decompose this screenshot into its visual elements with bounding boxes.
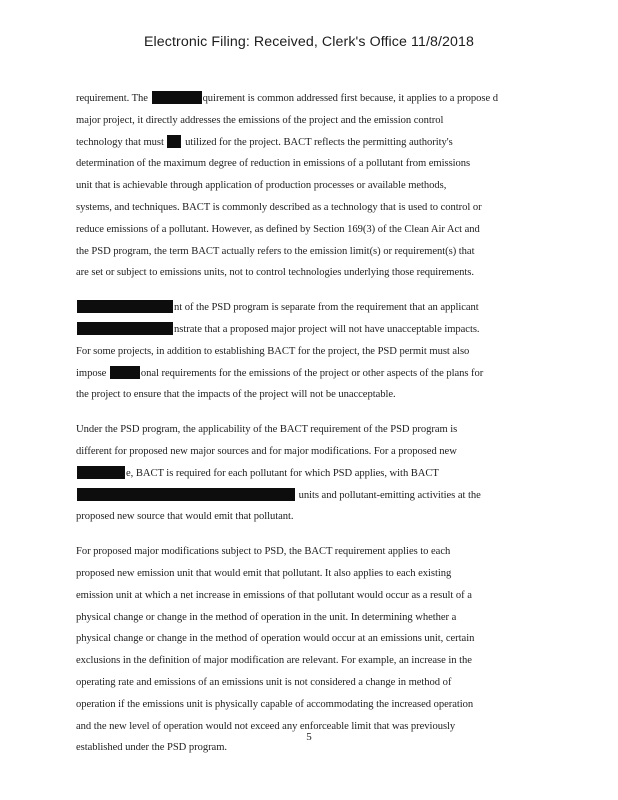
text-line: For proposed major modifications subject to PSD, the BACT requirement applies to each: [76, 546, 451, 558]
text-line: major project, it directly addresses the emissions of the project and the emission control: [76, 114, 444, 126]
redaction-block: [167, 135, 181, 148]
redaction-block: [110, 366, 140, 379]
text-line: proposed new source that would emit that pollutant.: [76, 511, 294, 523]
text-line: physical change or change in the method of operation would occur at an emissions unit, certain: [76, 633, 475, 645]
text-line: exclusions in the definition of major modification are relevant. For example, an increase in the: [76, 655, 472, 667]
redaction-block: [77, 322, 173, 335]
text-line: and the new level of operation would not exceed any enforceable limit that was previously: [76, 720, 456, 732]
text-line: determination of the maximum degree of reduction in emissions of a pollutant from emissions: [76, 158, 471, 170]
text-line: emission unit at which a net increase in emissions of that pollutant would occur as a result of a: [76, 589, 472, 601]
text-line: nstrate that a proposed major project will not have unacceptable impacts.: [76, 319, 546, 341]
text-line: the PSD program, the term BACT actually refers to the emission limit(s) or requirement(s) that: [76, 245, 475, 257]
text-line: operation if the emissions unit is physically capable of accommodating the increased operation: [76, 698, 474, 710]
filing-stamp-header: Electronic Filing: Received, Clerk's Office 11/8/2018: [143, 34, 474, 50]
page-number: 5: [306, 731, 312, 743]
text-line: reduce emissions of a pollutant. However, as defined by Section 169(3) of the Clean Air Act and: [76, 223, 480, 235]
text-line: the project to ensure that the impacts of the project will not be unacceptable.: [76, 389, 396, 401]
text-line: unit that is achievable through application of production processes or available methods,: [76, 180, 447, 192]
text-line: For some projects, in addition to establishing BACT for the project, the PSD permit must also: [76, 345, 470, 357]
paragraph-impacts: [76, 297, 546, 406]
redaction-block: [152, 91, 202, 104]
text-line: Under the PSD program, the applicability of the BACT requirement of the PSD program is: [76, 424, 458, 436]
paragraph-applicability: [76, 419, 546, 528]
redaction-block: [77, 300, 173, 313]
text-line: different for proposed new major sources and for major modifications. For a proposed new: [76, 445, 457, 457]
text-line: requirement. The quirement is common addressed first because, it applies to a propose d: [76, 93, 498, 104]
text-line: technology that must utilized for the project. BACT reflects the permitting authority's: [76, 136, 453, 148]
paragraph-bact-definition: [76, 88, 546, 284]
document-body: [76, 88, 546, 772]
redaction-block: [77, 488, 295, 501]
text-line: units and pollutant-emitting activities at the: [76, 485, 546, 507]
text-line: systems, and techniques. BACT is commonly described as a technology that is used to control or: [76, 201, 482, 213]
text-line: impose onal requirements for the emissions of the project or other aspects of the plans for: [76, 367, 484, 379]
text-line: operating rate and emissions of an emissions unit is not considered a change in method of: [76, 676, 452, 688]
text-line: established under the PSD program.: [76, 742, 227, 754]
text-line: e, BACT is required for each pollutant for which PSD applies, with BACT: [76, 463, 546, 485]
redaction-block: [77, 466, 125, 479]
text-line: are set or subject to emissions units, not to control technologies underlying those requirements.: [76, 267, 474, 279]
text-line: proposed new emission unit that would emit that pollutant. It also applies to each existing: [76, 567, 452, 579]
paragraph-major-modifications: [76, 541, 546, 759]
text-line: physical change or change in the method of operation in the unit. In determining whether a: [76, 611, 457, 623]
text-line: nt of the PSD program is separate from the requirement that an applicant: [76, 297, 546, 319]
